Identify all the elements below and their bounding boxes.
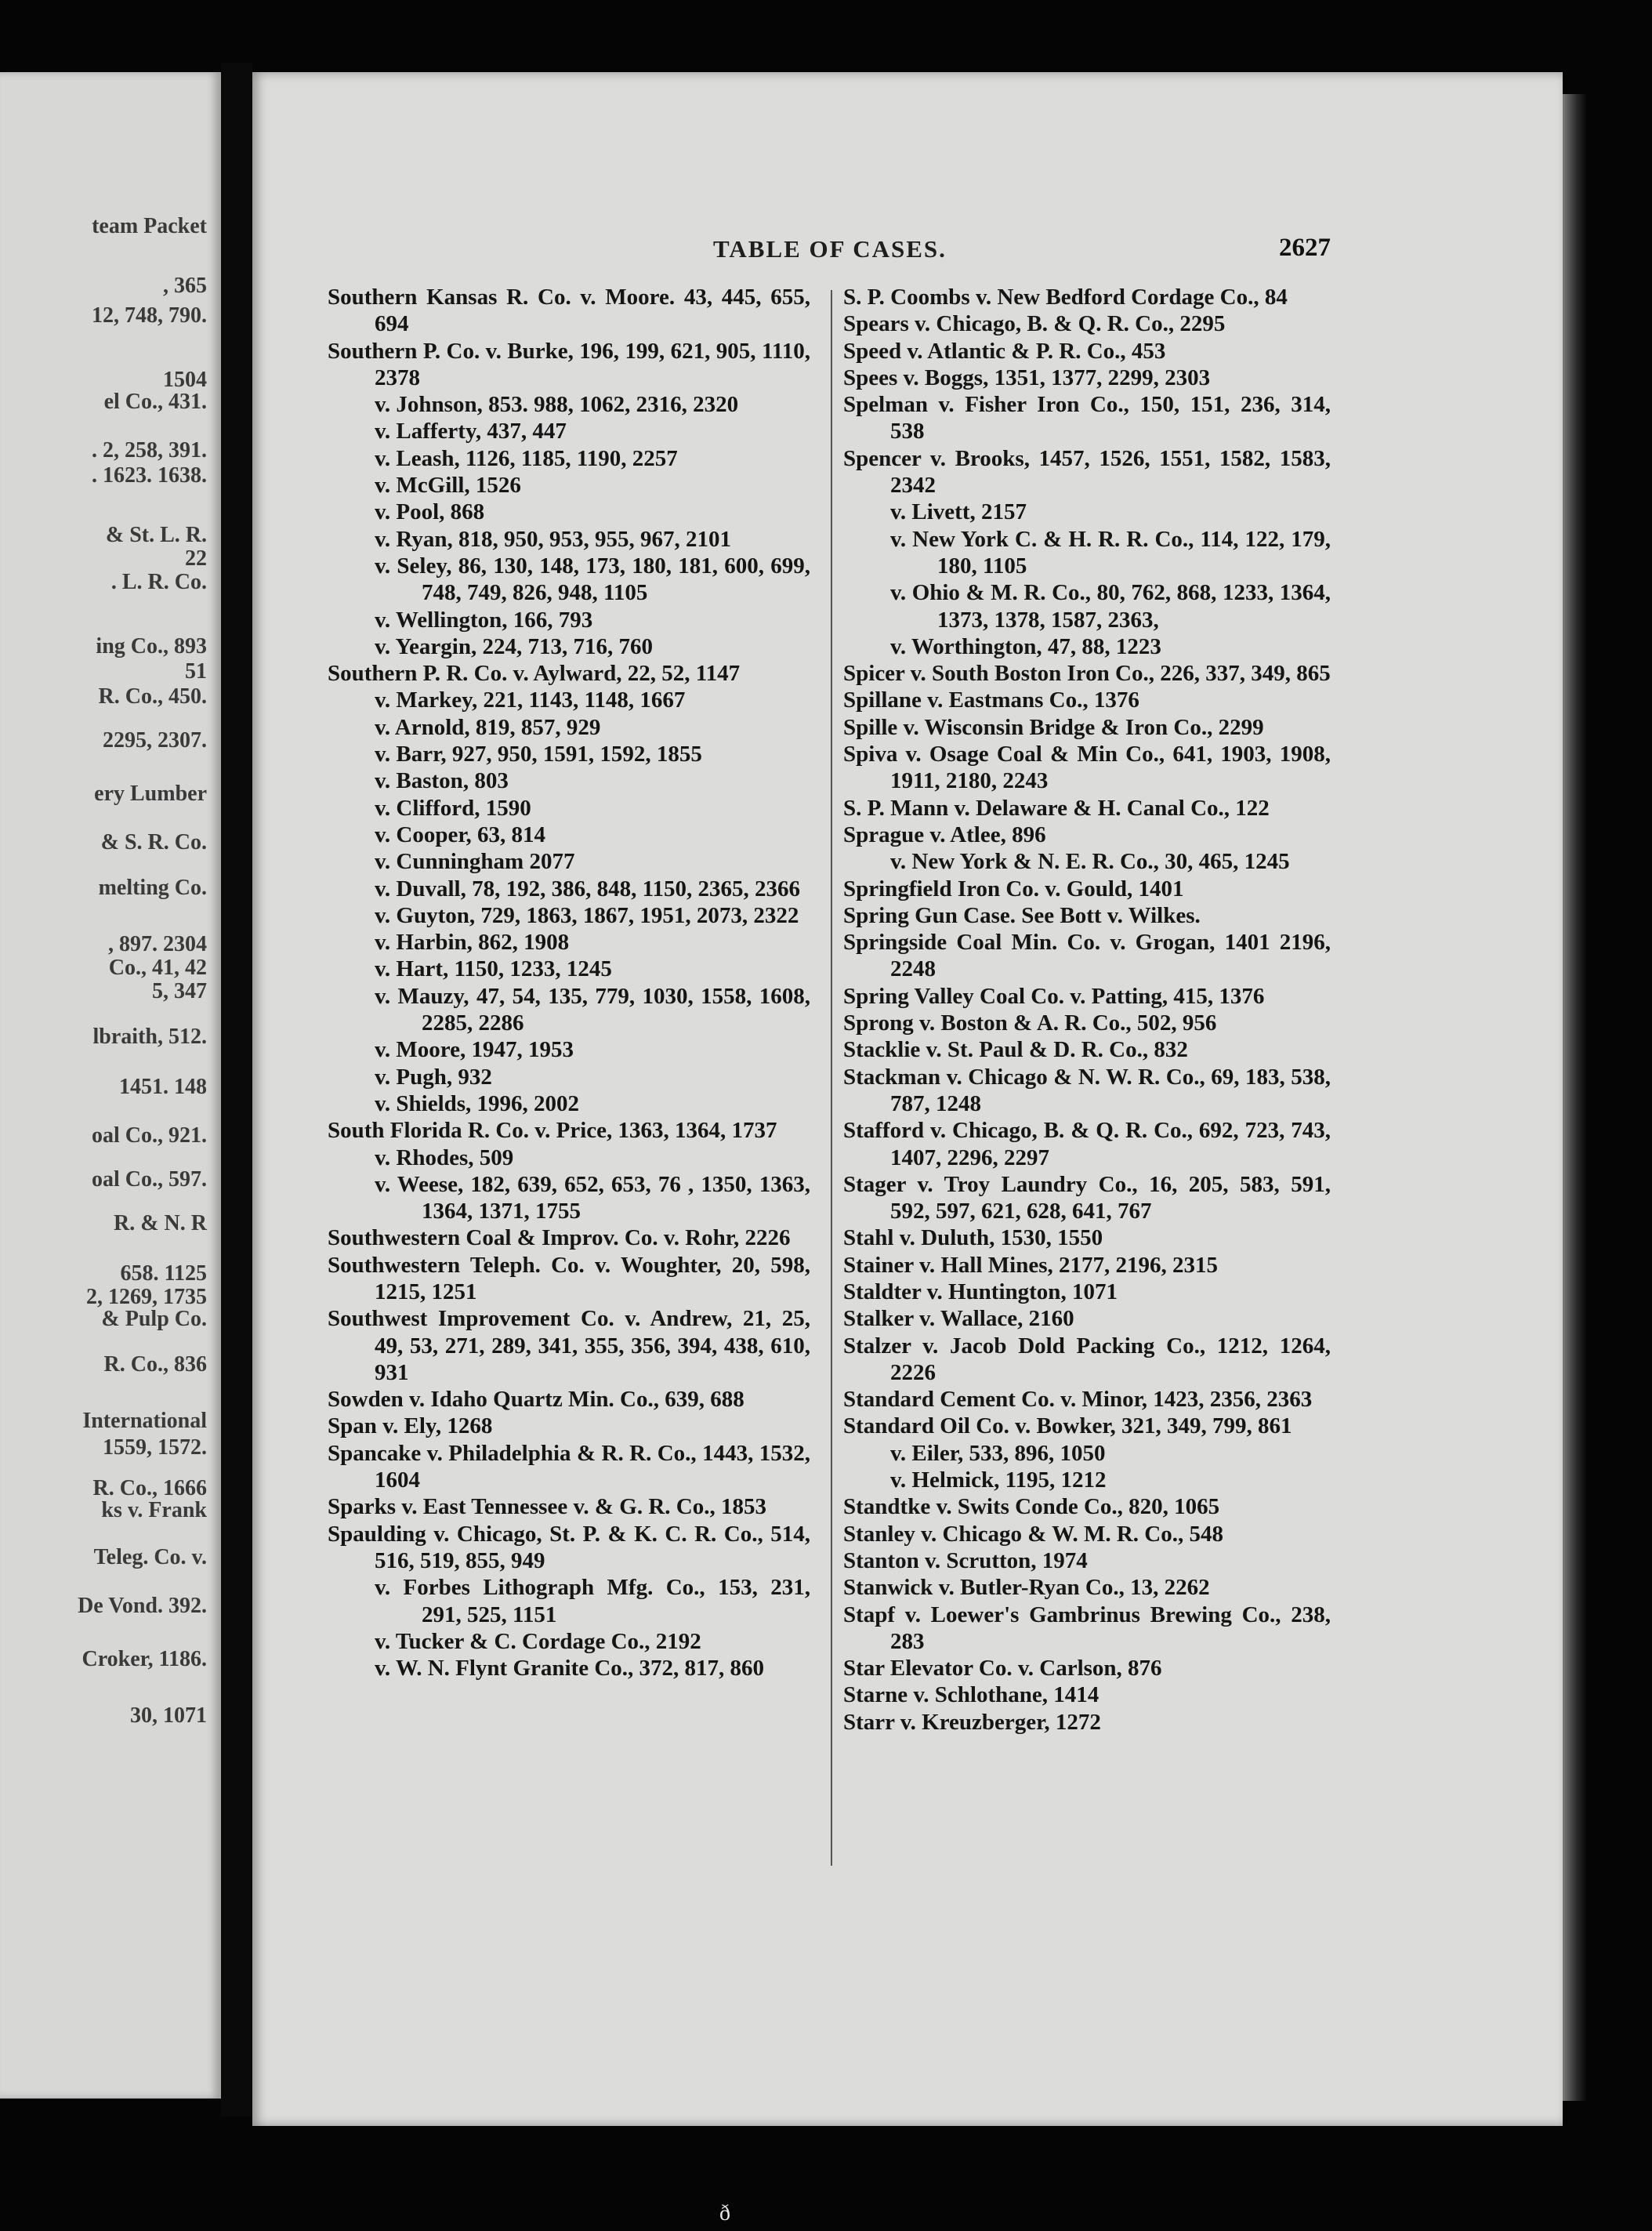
entry-text: v. Markey, 221, 1143, 1148, 1667	[375, 687, 686, 713]
entry-text: v. Baston, 803	[375, 768, 509, 794]
entry-text: v. Duvall, 78, 192, 386, 848, 1150, 2365, 2366	[375, 876, 800, 901]
entry-text: v. Mauzy, 47, 54, 135, 779, 1030, 1558, 1608, 2285, 2286	[375, 983, 810, 1036]
index-entry	[843, 1493, 1331, 1520]
facing-page-fragment: 1559, 1572.	[103, 1435, 207, 1460]
entry-text: Stacklie v. St. Paul & D. R. Co., 832	[843, 1037, 1188, 1063]
index-subentry	[328, 526, 810, 553]
facing-page-fragment: R. Co., 450.	[98, 684, 207, 709]
facing-page-fragment: 658. 1125	[120, 1261, 207, 1286]
entry-text: Standard Cement Co. v. Minor, 1423, 2356, 2363	[843, 1387, 1313, 1413]
index-column-right	[843, 284, 1331, 1736]
entry-text: v. Ryan, 818, 950, 953, 955, 967, 2101	[375, 526, 731, 552]
entry-text: v. Yeargin, 224, 713, 716, 760	[375, 633, 653, 659]
index-subentry	[328, 687, 810, 713]
entry-text: v. Tucker & C. Cordage Co., 2192	[375, 1628, 701, 1654]
index-entry	[843, 391, 1331, 445]
facing-page-fragment: ks v. Frank	[101, 1498, 207, 1522]
entry-text: Star Elevator Co. v. Carlson, 876	[843, 1656, 1162, 1681]
entry-text: Standard Oil Co. v. Bowker, 321, 349, 799, 861	[843, 1413, 1292, 1439]
entry-text: Spancake v. Philadelphia & R. R. Co., 1443, 1532, 1604	[328, 1440, 810, 1493]
entry-text: v. Arnold, 819, 857, 929	[375, 714, 601, 740]
entry-text: Standtke v. Swits Conde Co., 820, 1065	[843, 1494, 1220, 1520]
entry-text: Starne v. Schlothane, 1414	[843, 1682, 1100, 1708]
facing-page-fragment: International	[82, 1409, 207, 1433]
entry-text: v. Forbes Lithograph Mfg. Co., 153, 231, 291, 525, 1151	[375, 1575, 810, 1627]
index-entry	[843, 822, 1331, 848]
entry-text: Springfield Iron Co. v. Gould, 1401	[843, 876, 1184, 901]
index-entry	[328, 660, 810, 687]
entry-text: Stahl v. Duluth, 1530, 1550	[843, 1225, 1103, 1251]
entry-text: v. Guyton, 729, 1863, 1867, 1951, 2073, 2322	[375, 902, 799, 928]
index-subentry	[328, 1145, 810, 1171]
entry-text: Southwestern Coal & Improv. Co. v. Rohr, 2226	[328, 1225, 791, 1251]
index-entry	[843, 1305, 1331, 1332]
index-entry	[328, 1386, 810, 1413]
facing-page-fragment: oal Co., 597.	[92, 1167, 207, 1192]
index-entry	[328, 1224, 810, 1251]
entry-text: Spiva v. Osage Coal & Min Co., 641, 1903, 1908, 1911, 2180, 2243	[843, 742, 1331, 794]
index-subentry	[328, 1655, 810, 1681]
facing-page-fragment: De Vond. 392.	[78, 1594, 207, 1618]
facing-page-fragment: & Pulp Co.	[101, 1307, 207, 1331]
entry-text: v. Pool, 868	[375, 499, 485, 525]
column-divider	[831, 290, 832, 1866]
facing-page-fragment: team Packet	[92, 214, 207, 238]
facing-page-fragment: , 897. 2304	[108, 932, 207, 956]
entry-text: Southern P. Co. v. Burke, 196, 199, 621, 905, 1110, 2378	[328, 338, 810, 390]
index-entry	[843, 983, 1331, 1010]
index-entry	[843, 1224, 1331, 1251]
index-subentry	[328, 1036, 810, 1063]
entry-text: Spears v. Chicago, B. & Q. R. Co., 2295	[843, 311, 1226, 337]
index-subentry	[328, 1171, 810, 1225]
index-entry	[843, 1036, 1331, 1063]
index-entry	[843, 1252, 1331, 1279]
index-subentry	[328, 848, 810, 875]
scan-mark: ð	[719, 2201, 730, 2226]
index-entry	[843, 714, 1331, 741]
index-subentry	[328, 795, 810, 822]
page-number: 2627	[1279, 234, 1331, 262]
entry-text: v. Lafferty, 437, 447	[375, 419, 567, 444]
entry-text: S. P. Mann v. Delaware & H. Canal Co., 122	[843, 795, 1270, 821]
index-entry	[843, 1413, 1331, 1439]
index-entry	[843, 1333, 1331, 1387]
entry-text: Spencer v. Brooks, 1457, 1526, 1551, 1582, 1583, 2342	[843, 445, 1331, 499]
facing-page-fragment: el Co., 431.	[103, 390, 207, 414]
index-subentry	[328, 418, 810, 444]
book-gutter	[221, 63, 252, 2117]
entry-text: v. Pugh, 932	[375, 1064, 492, 1090]
entry-text: Speed v. Atlantic & P. R. Co., 453	[843, 338, 1166, 364]
running-head: TABLE OF CASES.	[713, 235, 947, 263]
index-subentry	[328, 472, 810, 499]
entry-text: v. Cunningham 2077	[375, 849, 575, 875]
entry-text: v. Rhodes, 509	[375, 1145, 514, 1170]
index-subentry	[328, 1064, 810, 1090]
entry-text: v. McGill, 1526	[375, 473, 521, 499]
index-subentry	[328, 714, 810, 741]
entry-text: v. New York C. & H. R. R. Co., 114, 122, 179, 180, 1105	[890, 526, 1331, 579]
entry-text: Stalzer v. Jacob Dold Packing Co., 1212, 1264, 2226	[843, 1333, 1331, 1385]
entry-text: Spring Valley Coal Co. v. Patting, 415, 1376	[843, 983, 1265, 1009]
index-entry	[843, 1681, 1331, 1708]
facing-page-fragment: Co., 41, 42	[108, 956, 207, 980]
index-subentry	[328, 1574, 810, 1628]
index-entry	[843, 741, 1331, 795]
facing-page-fragment: 2, 1269, 1735	[86, 1285, 207, 1309]
entry-text: v. Barr, 927, 950, 1591, 1592, 1855	[375, 742, 702, 767]
entry-text: v. Ohio & M. R. Co., 80, 762, 868, 1233, 1364, 1373, 1378, 1587, 2363,	[890, 580, 1331, 633]
entry-text: Southern Kansas R. Co. v. Moore. 43, 445, 655, 694	[328, 285, 810, 337]
index-subentry	[843, 1440, 1331, 1467]
facing-page-fragment: lbraith, 512.	[92, 1025, 207, 1049]
facing-page-fragment: oal Co., 921.	[92, 1123, 207, 1148]
entry-text: v. Shields, 1996, 2002	[375, 1090, 580, 1116]
entry-text: v. Leash, 1126, 1185, 1190, 2257	[375, 445, 678, 471]
entry-text: Stackman v. Chicago & N. W. R. Co., 69, 183, 538, 787, 1248	[843, 1064, 1331, 1116]
index-subentry	[328, 983, 810, 1037]
index-entry	[843, 365, 1331, 391]
index-entry	[328, 284, 810, 338]
entry-text: Southern P. R. Co. v. Aylward, 22, 52, 1147	[328, 661, 741, 687]
entry-text: Spicer v. South Boston Iron Co., 226, 337, 349, 865	[843, 661, 1331, 687]
index-entry	[843, 929, 1331, 983]
facing-page-fragment: Croker, 1186.	[82, 1647, 207, 1671]
entry-text: Spees v. Boggs, 1351, 1377, 2299, 2303	[843, 365, 1211, 390]
entry-text: v. Worthington, 47, 88, 1223	[890, 633, 1161, 659]
entry-text: Stanley v. Chicago & W. M. R. Co., 548	[843, 1521, 1223, 1547]
facing-page-fragment: R. & N. R	[114, 1211, 207, 1235]
index-subentry	[328, 553, 810, 607]
entry-text: Staldter v. Huntington, 1071	[843, 1279, 1118, 1304]
entry-text: v. Johnson, 853. 988, 1062, 2316, 2320	[375, 392, 739, 418]
entry-text: Stanwick v. Butler-Ryan Co., 13, 2262	[843, 1575, 1210, 1601]
index-entry	[843, 1602, 1331, 1656]
entry-text: Sparks v. East Tennessee v. & G. R. Co., 1853	[328, 1494, 766, 1520]
entry-text: Southwest Improvement Co. v. Andrew, 21, 25, 49, 53, 271, 289, 341, 355, 356, 394, 438, 610, 931	[328, 1306, 810, 1385]
index-entry	[328, 1493, 810, 1520]
entry-text: v. Helmick, 1195, 1212	[890, 1467, 1107, 1493]
index-entry	[328, 338, 810, 392]
facing-page-fragment: & S. R. Co.	[100, 830, 207, 854]
entry-text: Span v. Ely, 1268	[328, 1413, 493, 1439]
facing-page-fragment: 22	[185, 546, 207, 571]
facing-page-fragment: 30, 1071	[130, 1703, 207, 1728]
index-column-left	[328, 284, 810, 1681]
index-entry	[843, 445, 1331, 499]
index-subentry	[328, 956, 810, 982]
facing-page-fragment: 2295, 2307.	[103, 728, 207, 753]
facing-page-fragment: melting Co.	[98, 876, 207, 900]
entry-text: Spillane v. Eastmans Co., 1376	[843, 687, 1139, 713]
index-entry	[843, 1279, 1331, 1305]
index-entry	[328, 1413, 810, 1439]
index-entry	[843, 660, 1331, 687]
index-subentry	[843, 633, 1331, 660]
entry-text: Sprague v. Atlee, 896	[843, 822, 1046, 847]
index-entry	[843, 1064, 1331, 1118]
entry-text: Spring Gun Case. See Bott v. Wilkes.	[843, 902, 1201, 928]
entry-text: Stanton v. Scrutton, 1974	[843, 1547, 1088, 1573]
facing-page-fragment: R. Co., 1666	[92, 1476, 207, 1500]
entry-text: v. Wellington, 166, 793	[375, 607, 593, 633]
entry-text: Springside Coal Min. Co. v. Grogan, 1401 2196, 2248	[843, 930, 1331, 982]
entry-text: Spille v. Wisconsin Bridge & Iron Co., 2299	[843, 714, 1264, 740]
entry-text: v. W. N. Flynt Granite Co., 372, 817, 860	[375, 1656, 765, 1681]
index-subentry	[328, 902, 810, 929]
index-entry	[843, 1709, 1331, 1736]
facing-page-fragment: 12, 748, 790.	[92, 303, 207, 328]
facing-page-fragment: 1451. 148	[119, 1075, 207, 1099]
index-subentry	[843, 579, 1331, 633]
entry-text: v. Weese, 182, 639, 652, 653, 76 , 1350, 1363, 1364, 1371, 1755	[375, 1171, 810, 1224]
index-subentry	[843, 848, 1331, 875]
entry-text: Stapf v. Loewer's Gambrinus Brewing Co., 238, 283	[843, 1602, 1331, 1654]
facing-page-fragment: Teleg. Co. v.	[93, 1545, 207, 1569]
index-subentry	[328, 1628, 810, 1655]
index-entry	[843, 1521, 1331, 1547]
index-entry	[843, 284, 1331, 310]
index-entry	[843, 1117, 1331, 1171]
entry-text: Stainer v. Hall Mines, 2177, 2196, 2315	[843, 1252, 1218, 1278]
index-subentry	[328, 767, 810, 794]
entry-text: v. Seley, 86, 130, 148, 173, 180, 181, 600, 699, 748, 749, 826, 948, 1105	[375, 553, 810, 606]
entry-text: Sowden v. Idaho Quartz Min. Co., 639, 688	[328, 1387, 744, 1413]
index-subentry	[328, 741, 810, 767]
index-subentry	[843, 499, 1331, 525]
entry-text: v. Cooper, 63, 814	[375, 822, 546, 847]
entry-text: S. P. Coombs v. New Bedford Cordage Co., 84	[843, 285, 1288, 310]
index-entry	[843, 1010, 1331, 1036]
index-entry	[843, 1574, 1331, 1601]
index-subentry	[328, 822, 810, 848]
index-entry	[843, 310, 1331, 337]
entry-text: Stager v. Troy Laundry Co., 16, 205, 583, 591, 592, 597, 621, 628, 641, 767	[843, 1171, 1331, 1224]
entry-text: Stafford v. Chicago, B. & Q. R. Co., 692, 723, 743, 1407, 2296, 2297	[843, 1118, 1331, 1170]
index-subentry	[328, 876, 810, 902]
entry-text: Starr v. Kreuzberger, 1272	[843, 1709, 1101, 1735]
facing-page-fragment: 51	[185, 659, 207, 684]
facing-page-fragment: & St. L. R.	[105, 523, 207, 547]
facing-page-fragment: ing Co., 893	[96, 634, 207, 658]
index-entry	[843, 1386, 1331, 1413]
entry-text: v. Moore, 1947, 1953	[375, 1037, 574, 1063]
entry-text: v. Harbin, 862, 1908	[375, 930, 570, 956]
facing-page-left	[0, 72, 221, 2099]
entry-text: Southwestern Teleph. Co. v. Woughter, 20, 598, 1215, 1251	[328, 1252, 810, 1304]
index-subentry	[328, 633, 810, 660]
index-entry	[843, 687, 1331, 713]
index-entry	[843, 1655, 1331, 1681]
page-edge	[1563, 94, 1586, 2101]
index-entry	[328, 1252, 810, 1306]
entry-text: South Florida R. Co. v. Price, 1363, 1364, 1737	[328, 1118, 777, 1144]
index-subentry	[328, 1090, 810, 1117]
entry-text: v. Clifford, 1590	[375, 795, 531, 821]
entry-text: v. Eiler, 533, 896, 1050	[890, 1440, 1106, 1466]
facing-page-fragment: . 2, 258, 391.	[92, 438, 207, 463]
index-entry	[328, 1521, 810, 1575]
index-entry	[843, 338, 1331, 365]
index-entry	[328, 1440, 810, 1494]
facing-page-fragment: R. Co., 836	[103, 1352, 207, 1377]
index-entry	[843, 902, 1331, 929]
index-entry	[843, 1547, 1331, 1574]
facing-page-fragment: 5, 347	[152, 979, 207, 1003]
index-entry	[843, 876, 1331, 902]
entry-text: v. Hart, 1150, 1233, 1245	[375, 956, 612, 982]
facing-page-fragment: . L. R. Co.	[110, 570, 207, 594]
entry-text: v. Livett, 2157	[890, 499, 1027, 525]
entry-text: v. New York & N. E. R. Co., 30, 465, 1245	[890, 849, 1290, 875]
entry-text: Sprong v. Boston & A. R. Co., 502, 956	[843, 1010, 1217, 1036]
index-entry	[843, 795, 1331, 822]
facing-page-fragment: 1504	[163, 368, 207, 392]
index-subentry	[328, 929, 810, 956]
index-subentry	[328, 391, 810, 418]
facing-page-fragment: , 365	[163, 274, 207, 298]
index-subentry	[328, 607, 810, 633]
index-subentry	[328, 445, 810, 472]
entry-text: Spelman v. Fisher Iron Co., 150, 151, 236, 314, 538	[843, 392, 1331, 444]
facing-page-fragment: . 1623. 1638.	[92, 463, 207, 488]
index-entry	[328, 1305, 810, 1386]
index-subentry	[843, 526, 1331, 580]
index-entry	[843, 1171, 1331, 1225]
entry-text: Spaulding v. Chicago, St. P. & K. C. R. Co., 514, 516, 519, 855, 949	[328, 1521, 810, 1573]
entry-text: Stalker v. Wallace, 2160	[843, 1306, 1074, 1332]
facing-page-fragment: ery Lumber	[94, 782, 207, 806]
index-entry	[328, 1117, 810, 1144]
index-subentry	[328, 499, 810, 525]
index-subentry	[843, 1467, 1331, 1493]
